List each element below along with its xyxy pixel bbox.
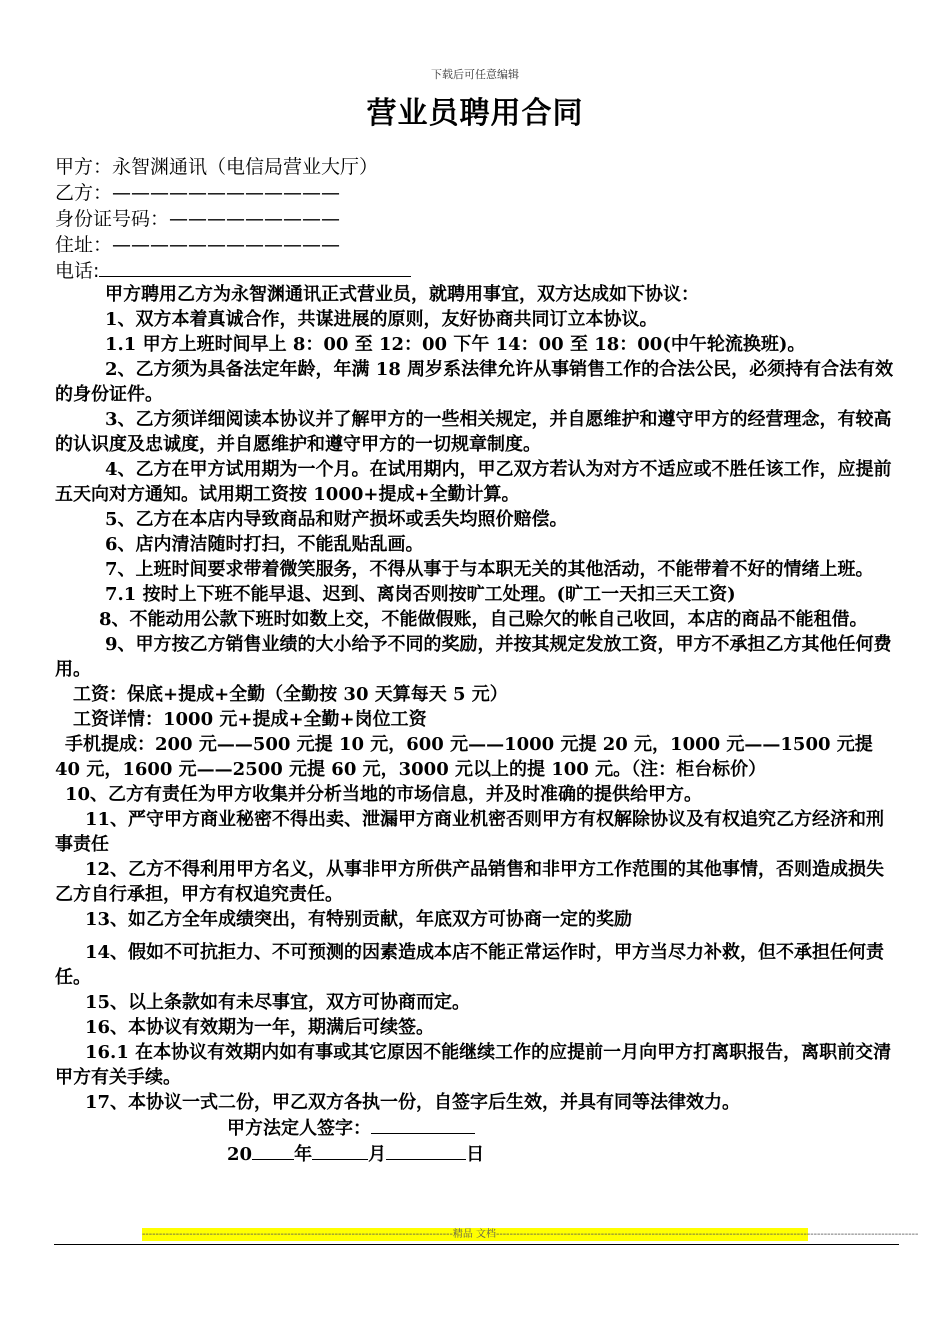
wage-line: 工资：保底+提成+全勤（全勤按 30 天算每天 5 元） <box>73 684 508 705</box>
party-b-line: 乙方：———————————— <box>55 182 341 204</box>
clause-9: 9、甲方按乙方销售业绩的大小给予不同的奖励，并按其规定发放工资，甲方不承担乙方其他任何费用。 <box>55 634 892 680</box>
clause-3: 3、乙方须详细阅读本协议并了解甲方的一些相关规定，并自愿维护和遵守甲方的经营理念，有较高的认识度及忠诚度，并自愿维护和遵守甲方的一切规章制度。 <box>55 409 892 455</box>
clause-13: 13、如乙方全年成绩突出，有特别贡献，年底双方可协商一定的奖励 <box>85 909 633 930</box>
clause-8: 8、不能动用公款下班时如数上交，不能做假账，自己赊欠的帐自己收回，本店的商品不能租借。 <box>99 609 868 630</box>
contract-body <box>55 282 900 1167</box>
footer-dashes-left: -------------------------------------------------------------------------------------------- <box>142 1229 453 1240</box>
phone-commission-line: 手机提成：200 元——500 元提 10 元，600 元——1000 元提 20 元，1000 元——1500 元提 40 元，1600 元——2500 元提 60 元，3000 元以上的提 100 元。（注：柜台标价） <box>55 734 873 780</box>
clause-1-1: 1.1 甲方上班时间早上 8：00 至 12：00 下午 14：00 至 18：00(中午轮流换班)。 <box>105 334 806 355</box>
phone-line <box>55 258 915 284</box>
clause-16-1: 16.1 在本协议有效期内如有事或其它原因不能继续工作的应提前一月向甲方打离职报告，离职前交清甲方有关手续。 <box>55 1042 892 1088</box>
clause-5: 5、乙方在本店内导致商品和财产损坏或丢失均照价赔偿。 <box>105 509 568 530</box>
clause-11: 11、严守甲方商业秘密不得出卖、泄漏甲方商业机密否则甲方有权解除协议及有权追究乙方经济和刑事责任 <box>55 809 885 855</box>
clause-15: 15、以上条款如有未尽事宜，双方可协商而定。 <box>85 992 471 1013</box>
year-blank <box>252 1141 294 1160</box>
footer-highlight-bar <box>142 1228 919 1241</box>
clause-14: 14、假如不可抗拒力、不可预测的因素造成本店不能正常运作时，甲方当尽力补救，但不承担任何责任。 <box>55 942 885 988</box>
clause-6: 6、店内清洁随时打扫，不能乱贴乱画。 <box>105 534 424 555</box>
signature-blank <box>371 1115 475 1134</box>
address-line: 住址：———————————— <box>55 234 341 256</box>
party-a-line: 甲方：永智渊通讯（电信局营业大厅） <box>55 156 379 178</box>
signature-line <box>55 1115 900 1141</box>
footer-divider <box>54 1244 899 1245</box>
intro-paragraph: 甲方聘用乙方为永智渊通讯正式营业员，就聘用事宜，双方达成如下协议： <box>105 284 699 305</box>
editable-note: 下载后可任意编辑 <box>431 68 519 81</box>
clause-4: 4、乙方在甲方试用期为一个月。在试用期内，甲乙双方若认为对方不适应或不胜任该工作，应提前五天向对方通知。试用期工资按 1000+提成+全勤计算。 <box>55 459 892 505</box>
party-info <box>55 154 915 284</box>
clause-1: 1、双方本着真诚合作，共谋进展的原则，友好协商共同订立本协议。 <box>105 309 658 330</box>
date-prefix: 20 <box>227 1144 253 1165</box>
signature-label: 甲方法定人签字： <box>227 1118 371 1139</box>
clause-17: 17、本协议一式二份，甲乙双方各执一份，自签字后生效，并具有同等法律效力。 <box>85 1092 741 1113</box>
clause-7: 7、上班时间要求带着微笑服务，不得从事于与本职无关的其他活动，不能带着不好的情绪上班。 <box>105 559 874 580</box>
clause-16: 16、本协议有效期为一年，期满后可续签。 <box>85 1017 435 1038</box>
day-blank <box>386 1141 466 1160</box>
footer-label: 精品 文档 <box>452 1229 497 1240</box>
date-line <box>55 1141 900 1167</box>
month-label: 月 <box>368 1144 387 1165</box>
month-blank <box>312 1141 368 1160</box>
clause-10: 10、乙方有责任为甲方收集并分析当地的市场信息，并及时准确的提供给甲方。 <box>65 784 703 805</box>
phone-label: 电话: <box>55 260 100 282</box>
clause-12: 12、乙方不得利用甲方名义，从事非甲方所供产品销售和非甲方工作范围的其他事情，否则造成损失乙方自行承担，甲方有权追究责任。 <box>55 859 885 905</box>
document-title: 营业员聘用合同 <box>366 96 584 131</box>
phone-blank <box>99 258 411 277</box>
clause-2: 2、乙方须为具备法定年龄，年满 18 周岁系法律允许从事销售工作的合法公民，必须持有合法有效的身份证件。 <box>55 359 894 405</box>
year-label: 年 <box>294 1144 313 1165</box>
wage-detail-line: 工资详情：1000 元+提成+全勤+岗位工资 <box>73 709 427 730</box>
clause-7-1: 7.1 按时上下班不能早退、迟到、离岗否则按旷工处理。(旷工一天扣三天工资) <box>105 584 736 605</box>
id-number-line: 身份证号码：————————— <box>55 208 341 230</box>
day-label: 日 <box>466 1144 485 1165</box>
footer-dashes-right: ----------------------------------------------------------------------------------------------------------------------------- <box>496 1229 919 1240</box>
